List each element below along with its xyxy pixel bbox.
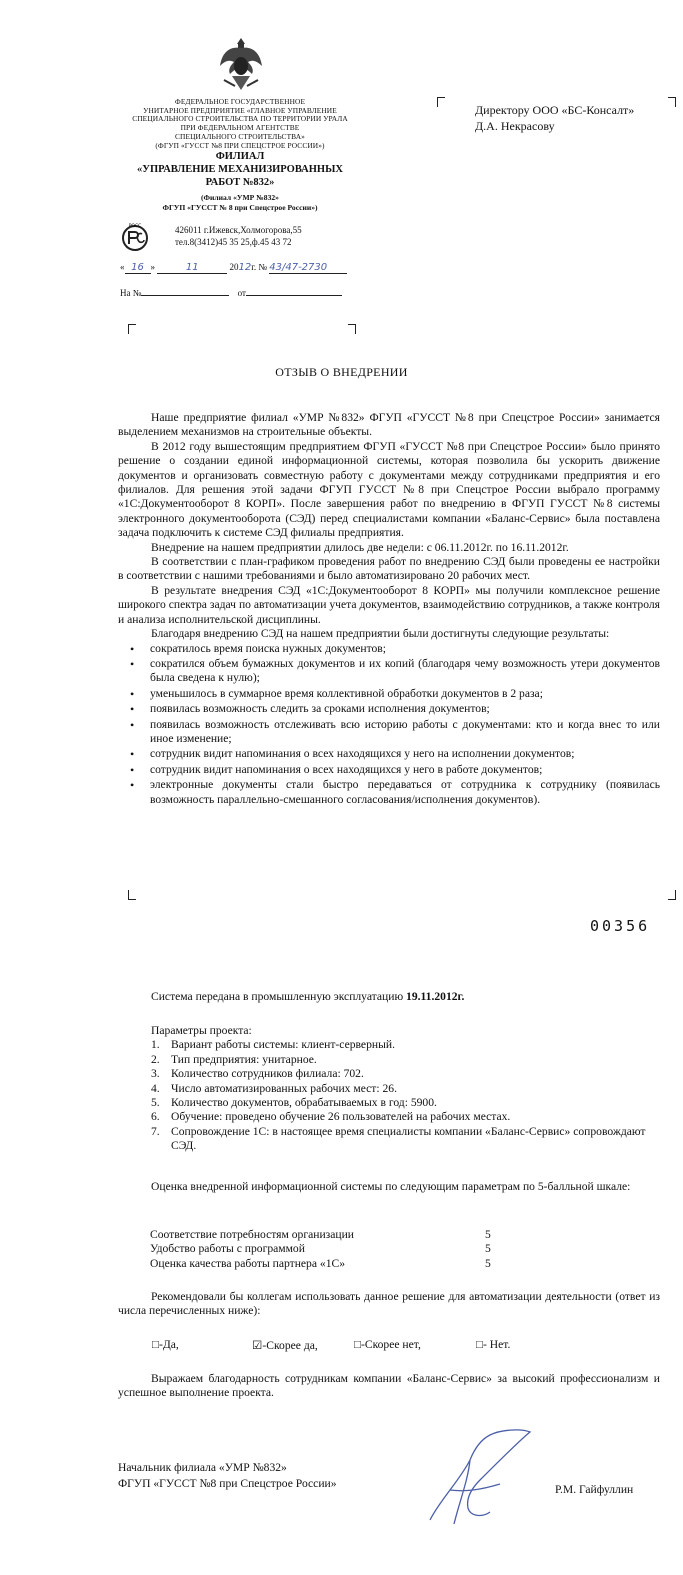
list-item: • сократился объем бумажных документов и их копий (благодаря чему возможность утери документов была сведена к нулю); <box>118 657 660 686</box>
results-list <box>118 642 660 807</box>
certification-logo-icon <box>118 222 152 252</box>
registration-line: « 16 » 11 2012г. № 43/47-2730 <box>120 262 347 274</box>
ref-label: На № <box>120 288 142 298</box>
list-item: 7. Сопровождение 1С: в настоящее время специалисты компании «Баланс-Сервис» сопровождают СЭД. <box>151 1124 646 1153</box>
reg-year-prefix: 20 <box>229 262 239 272</box>
recommend-block <box>118 1290 660 1319</box>
rating-row: Удобство работы с программой 5 <box>150 1242 491 1256</box>
address-line: 426011 г.Ижевск,Холмогорова,55 <box>175 225 302 235</box>
org-line: ПРИ ФЕДЕРАЛЬНОМ АГЕНТСТВЕ <box>180 123 300 133</box>
params-title: Параметры проекта: <box>151 1024 252 1037</box>
paragraph: Выражаем благодарность сотрудникам компании «Баланс-Сервис» за высокий профессионализм и успешное выполнение проекта. <box>118 1372 660 1400</box>
branch-line: РАБОТ №832» <box>205 177 275 188</box>
ratings-table <box>150 1228 491 1271</box>
branch-sub-line: (Филиал «УМР №832» <box>201 193 279 202</box>
sign-line: ФГУП «ГУССТ №8 при Спецстрое России» <box>118 1477 337 1490</box>
addressee-line: Директору ООО «БС-Консалт» <box>475 103 635 117</box>
list-item: 4. Число автоматизированных рабочих мест: 26. <box>151 1081 397 1095</box>
list-item: • уменьшилось в суммарное время коллективной обработки документов в 2 раза; <box>118 687 660 701</box>
list-item: • появилась возможность отслеживать всю историю работы с документами: кто и когда внес то или иное изменение; <box>118 718 660 747</box>
thanks-block <box>118 1372 660 1401</box>
list-item: 2. Тип предприятия: унитарное. <box>151 1052 317 1066</box>
corner-mark <box>128 890 136 900</box>
list-item: • сотрудник видит напоминания о всех находящихся у него на исполнении документов; <box>118 747 660 761</box>
list-item: 3. Количество сотрудников филиала: 702. <box>151 1067 364 1081</box>
signature-position <box>118 1460 337 1492</box>
list-item: 1. Вариант работы системы: клиент-серверный. <box>151 1038 395 1052</box>
document-number: 00356 <box>590 917 651 935</box>
sign-line: Начальник филиала «УМР №832» <box>118 1461 287 1474</box>
paragraph: В результате внедрения СЭД «1С:Документооборот 8 КОРП» мы получили комплексное решение широкого спектра задач по автоматизации учета документов, взаимодействию сотрудников, а также контроля и анализа исполнительской дисциплины. <box>118 583 660 626</box>
eagle-emblem-icon <box>218 36 264 94</box>
rating-row: Оценка качества работы партнера «1С» 5 <box>150 1256 491 1270</box>
main-body <box>118 411 660 808</box>
document-title: ОТЗЫВ О ВНЕДРЕНИИ <box>275 365 408 379</box>
choice-yes[interactable]: □-Да, <box>152 1338 179 1351</box>
ref-from: от <box>237 288 246 298</box>
paragraph: Наше предприятие филиал «УМР №832» ФГУП «ГУССТ №8 при Спецстрое России» занимается выделением механизмов на строительные объекты. <box>118 411 660 439</box>
system-commissioning <box>118 990 660 1004</box>
branch-line: ФИЛИАЛ <box>215 151 265 162</box>
reg-day: 16 <box>125 262 151 274</box>
project-params <box>118 1024 660 1154</box>
reg-month: 11 <box>157 262 227 274</box>
org-line: СПЕЦИАЛЬНОГО СТРОИТЕЛЬСТВА» <box>175 131 305 141</box>
params-list <box>118 1038 660 1153</box>
addressee-line: Д.А. Некрасову <box>475 119 555 133</box>
org-line: СПЕЦИАЛЬНОГО СТРОИТЕЛЬСТВА ПО ТЕРРИТОРИИ УРАЛА <box>132 114 348 124</box>
paragraph: В 2012 году вышестоящим предприятием ФГУП «ГУССТ №8 при Спецстрое России» было принято решение о создании единой информационной системы, которая позволила бы ускорить движение документов и организовать совместную работу с документами между сотрудниками предприятия и его филиалов. Для решения этой задачи ФГУП ГУССТ №8 при Спецстрое России выбрало программу «1С:Документооборот 8 КОРП». После завершения работ по внедрению в ФГУП ГУССТ №8 системы электронного документооборота (СЭД) перед специалистами компании «Баланс-Сервис» была поставлена задача подключить к системе СЭД филиалы предприятия. <box>118 439 660 540</box>
address-block <box>175 225 302 248</box>
choice-rather-no[interactable]: □-Скорее нет, <box>354 1338 421 1351</box>
reg-suffix: г. № <box>251 262 267 272</box>
list-item: • сотрудник видит напоминания о всех находящихся у него в работе документов; <box>118 763 660 777</box>
reg-year: 12 <box>238 262 252 273</box>
paragraph: Рекомендовали бы коллегам использовать данное решение для автоматизации деятельности (ответ из числа перечисленных ниже): <box>118 1290 660 1318</box>
corner-mark <box>437 97 445 107</box>
choice-no[interactable]: □- Нет. <box>476 1338 511 1351</box>
corner-mark <box>668 97 676 107</box>
addressee-block <box>475 102 634 134</box>
rating-intro <box>118 1180 660 1194</box>
branch-line: «УПРАВЛЕНИЕ МЕХАНИЗИРОВАННЫХ <box>137 164 343 175</box>
paragraph: Внедрение на нашем предприятии длилось две недели: с 06.11.2012г. по 16.11.2012г. <box>151 540 569 554</box>
phone-line: тел.8(3412)45 35 25,ф.45 43 72 <box>175 236 292 247</box>
list-item: • появилась возможность следить за сроками исполнения документов; <box>118 702 660 716</box>
org-line: (ФГУП «ГУССТ №8 ПРИ СПЕЦСТРОЕ РОССИИ») <box>155 140 325 150</box>
corner-mark <box>668 890 676 900</box>
branch-sub-block <box>95 193 385 213</box>
paragraph: В соответствии с план-графиком проведения работ по внедрению СЭД были проведены ее настройки в соответствии с нашими требованиями и было автоматизировано 20 рабочих мест. <box>118 555 660 583</box>
list-item: • сократилось время поиска нужных документов; <box>118 642 660 656</box>
reference-line <box>120 288 342 298</box>
list-item: 6. Обучение: проведено обучение 26 пользователей на рабочих местах. <box>151 1110 511 1124</box>
signer-name: Р.М. Гайфуллин <box>555 1483 634 1496</box>
corner-mark <box>348 324 356 334</box>
choice-rather-yes[interactable]: ☑-Скорее да, <box>252 1339 318 1352</box>
paragraph: Благодаря внедрению СЭД на нашем предприятии были достигнуты следующие результаты: <box>151 627 610 641</box>
org-line: ФЕДЕРАЛЬНОЕ ГОСУДАРСТВЕННОЕ <box>174 97 306 106</box>
rating-row: Соответствие потребностям организации 5 <box>150 1228 491 1241</box>
org-line: УНИТАРНОЕ ПРЕДПРИЯТИЕ «ГЛАВНОЕ УПРАВЛЕНИЕ <box>143 105 337 115</box>
paragraph: Оценка внедренной информационной системы по следующим параметрам по 5-балльной шкале: <box>151 1180 631 1193</box>
system-text: Система передана в промышленную эксплуатацию <box>151 990 404 1003</box>
reg-number: 43/47-2730 <box>269 262 347 274</box>
list-item: • электронные документы стали быстро передаваться от сотрудника к сотруднику (появилась возможность параллельно-смешанного согласования/исполнения документов). <box>118 778 660 807</box>
corner-mark <box>128 324 136 334</box>
branch-sub-line: ФГУП «ГУССТ № 8 при Спецстрое России») <box>162 203 318 212</box>
system-date: 19.11.2012г. <box>406 990 465 1003</box>
handwritten-signature-icon <box>410 1420 540 1530</box>
org-name-block <box>95 98 385 150</box>
branch-name-block <box>95 150 385 189</box>
recommend-choices <box>152 1338 510 1352</box>
certification-logo-text: РОСС <box>128 224 142 229</box>
list-item: 5. Количество документов, обрабатываемых в год: 5900. <box>151 1096 437 1110</box>
